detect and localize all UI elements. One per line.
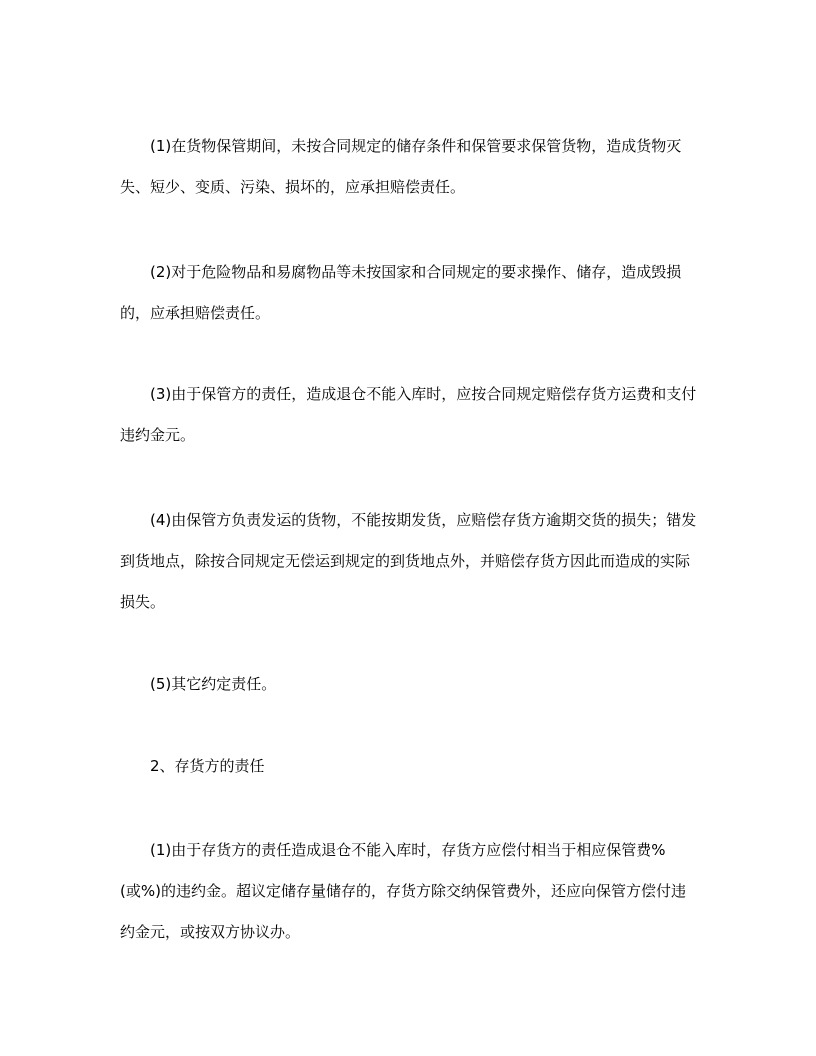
paragraph-custodian-liability-2: (2)对于危险物品和易腐物品等未按国家和合同规定的要求操作、储存，造成毁损的，应承担赔偿责任。 (120, 263, 682, 322)
section-heading-depositor-liability: 2、存货方的责任 (150, 757, 265, 775)
paragraph-custodian-liability-3: (3)由于保管方的责任，造成退仓不能入库时，应按合同规定赔偿存货方运费和支付违约金元。 (120, 385, 697, 444)
paragraph-depositor-liability-1: (1)由于存货方的责任造成退仓不能入库时，存货方应偿付相当于相应保管费%(或%)的违约金。超议定储存量储存的，存货方除交纳保管费外，还应向保管方偿付违约金元，或按双方协议办。 (120, 841, 686, 941)
paragraph-custodian-liability-5: (5)其它约定责任。 (150, 675, 277, 693)
paragraph-custodian-liability-4: (4)由保管方负责发运的货物，不能按期发货，应赔偿存货方逾期交货的损失；错发到货地点，除按合同规定无偿运到规定的到货地点外，并赔偿存货方因此而造成的实际损失。 (120, 511, 697, 611)
paragraph-custodian-liability-1: (1)在货物保管期间，未按合同规定的储存条件和保管要求保管货物，造成货物灭失、短少、变质、污染、损坏的，应承担赔偿责任。 (120, 137, 682, 196)
